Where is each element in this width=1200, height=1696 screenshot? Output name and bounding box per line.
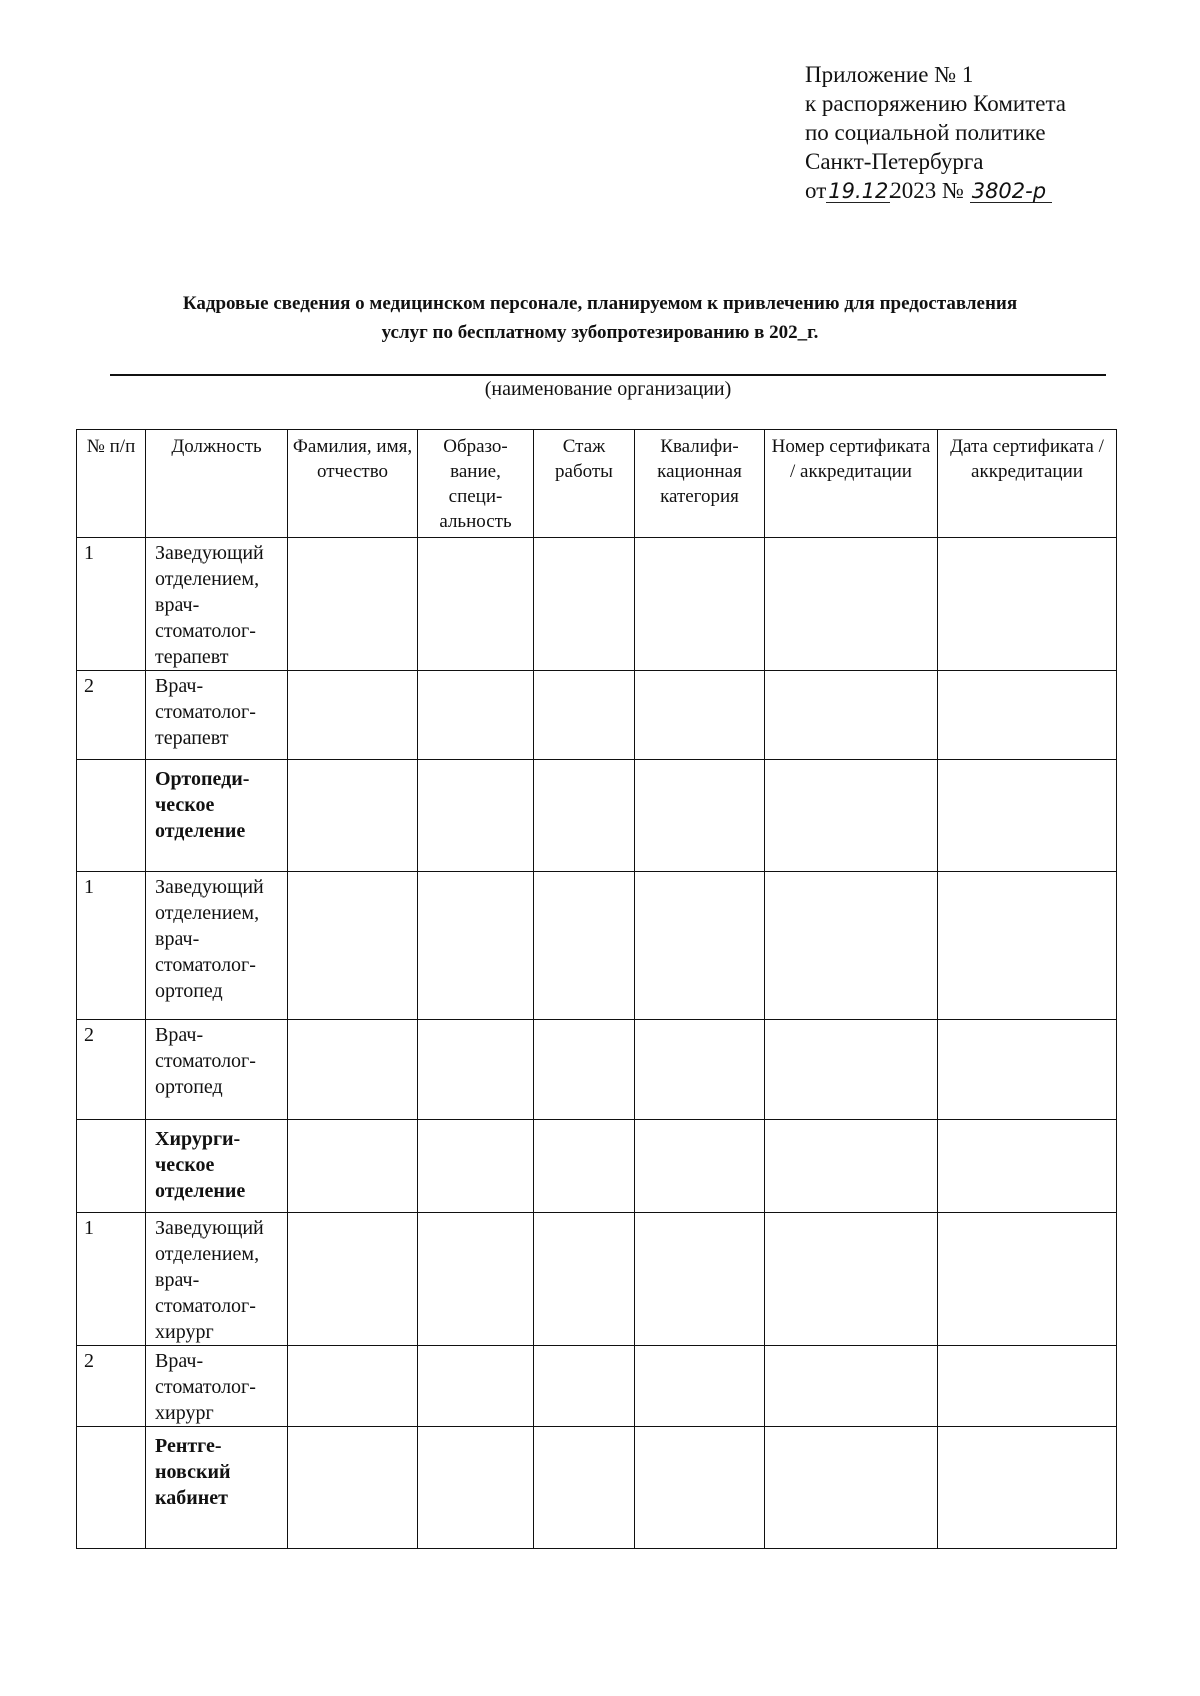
row-num: 1: [77, 538, 146, 671]
row-num: 2: [77, 1346, 146, 1427]
cell-name[interactable]: [288, 1346, 418, 1427]
title-line: Кадровые сведения о медицинском персонале, планируемом к привлечению для предоставления: [182, 293, 1018, 314]
table-row: [77, 1020, 1117, 1120]
cell-cert-date[interactable]: [938, 671, 1117, 760]
cell-qualification[interactable]: [635, 1213, 765, 1346]
section-row: [77, 1120, 1117, 1213]
row-num: 2: [77, 1020, 146, 1120]
cell-qualification[interactable]: [635, 1020, 765, 1120]
cell-cert-date[interactable]: [938, 538, 1117, 671]
table-header-row: [77, 430, 1117, 538]
cell-experience[interactable]: [534, 760, 635, 872]
cell-experience[interactable]: [534, 1213, 635, 1346]
cell-cert-number[interactable]: [765, 1427, 938, 1549]
cell-name[interactable]: [288, 872, 418, 1020]
handwritten-number: 3802-р: [970, 180, 1052, 203]
cell-experience[interactable]: [534, 1346, 635, 1427]
table-row: [77, 872, 1117, 1020]
row-num: 1: [77, 1213, 146, 1346]
cell-qualification[interactable]: [635, 1427, 765, 1549]
cell-qualification[interactable]: [635, 760, 765, 872]
cell-qualification[interactable]: [635, 671, 765, 760]
cell-education[interactable]: [418, 1120, 534, 1213]
cell-experience[interactable]: [534, 671, 635, 760]
header-cert-number: Номер сертификата / аккредитации: [765, 430, 938, 538]
cell-experience[interactable]: [534, 538, 635, 671]
row-num: [77, 1427, 146, 1549]
cell-cert-number[interactable]: [765, 671, 938, 760]
organization-caption: (наименование организации): [484, 378, 732, 400]
cell-experience[interactable]: [534, 1120, 635, 1213]
section-row: [77, 1427, 1117, 1549]
cell-qualification[interactable]: [635, 538, 765, 671]
cell-cert-date[interactable]: [938, 760, 1117, 872]
staff-table: [76, 429, 1117, 1549]
cell-education[interactable]: [418, 1346, 534, 1427]
table-row: [77, 1346, 1117, 1427]
organization-name-line: [110, 374, 1106, 376]
appendix-date-line: [805, 176, 1066, 205]
row-position: Врач-стоматолог-хирург: [146, 1346, 288, 1427]
section-title: Рентге-новский кабинет: [146, 1427, 288, 1549]
cell-name[interactable]: [288, 760, 418, 872]
cell-education[interactable]: [418, 1020, 534, 1120]
appendix-line: по социальной политике: [805, 120, 1046, 145]
cell-education[interactable]: [418, 1427, 534, 1549]
cell-cert-number[interactable]: [765, 538, 938, 671]
cell-name[interactable]: [288, 671, 418, 760]
row-position: Заведующий отделением, врач-стоматолог-терапевт: [146, 538, 288, 671]
appendix-header: [805, 60, 1066, 205]
cell-name[interactable]: [288, 1120, 418, 1213]
cell-qualification[interactable]: [635, 1346, 765, 1427]
cell-cert-date[interactable]: [938, 1346, 1117, 1427]
section-title: Хирурги-ческое отделение: [146, 1120, 288, 1213]
appendix-line: Санкт-Петербурга: [805, 149, 984, 174]
cell-cert-number[interactable]: [765, 1120, 938, 1213]
cell-cert-date[interactable]: [938, 1213, 1117, 1346]
cell-name[interactable]: [288, 1427, 418, 1549]
header-num: № п/п: [77, 430, 146, 538]
cell-education[interactable]: [418, 538, 534, 671]
cell-cert-date[interactable]: [938, 1120, 1117, 1213]
cell-cert-date[interactable]: [938, 1427, 1117, 1549]
row-position: Заведующий отделением, врач-стоматолог-хирург: [146, 1213, 288, 1346]
title-line: услуг по бесплатному зубопротезированию в 202_г.: [381, 322, 819, 343]
row-num: 1: [77, 872, 146, 1020]
cell-qualification[interactable]: [635, 872, 765, 1020]
header-education: Образо-вание, специ-альность: [418, 430, 534, 538]
row-position: Врач-стоматолог-ортопед: [146, 1020, 288, 1120]
row-num: [77, 1120, 146, 1213]
row-num: [77, 760, 146, 872]
cell-cert-date[interactable]: [938, 1020, 1117, 1120]
header-qualification: Квалифи-кационная категория: [635, 430, 765, 538]
cell-experience[interactable]: [534, 1020, 635, 1120]
cell-name[interactable]: [288, 1213, 418, 1346]
cell-education[interactable]: [418, 1213, 534, 1346]
header-cert-date: Дата сертификата / аккредитации: [938, 430, 1117, 538]
header-name: Фамилия, имя, отчество: [288, 430, 418, 538]
cell-cert-number[interactable]: [765, 872, 938, 1020]
row-position: Заведующий отделением, врач-стоматолог-ортопед: [146, 872, 288, 1020]
header-experience: Стаж работы: [534, 430, 635, 538]
table-row: [77, 538, 1117, 671]
cell-cert-number[interactable]: [765, 760, 938, 872]
cell-education[interactable]: [418, 872, 534, 1020]
table-row: [77, 1213, 1117, 1346]
handwritten-date: 19.12.: [828, 179, 896, 203]
header-position: Должность: [146, 430, 288, 538]
cell-education[interactable]: [418, 760, 534, 872]
cell-education[interactable]: [418, 671, 534, 760]
appendix-line: Приложение № 1: [805, 62, 974, 87]
cell-name[interactable]: [288, 538, 418, 671]
row-position: Врач-стоматолог-терапевт: [146, 671, 288, 760]
cell-cert-date[interactable]: [938, 872, 1117, 1020]
table-row: [77, 671, 1117, 760]
appendix-line: к распоряжению Комитета: [805, 91, 1066, 116]
section-row: [77, 760, 1117, 872]
cell-cert-number[interactable]: [765, 1346, 938, 1427]
date-prefix: от: [805, 178, 827, 203]
cell-cert-number[interactable]: [765, 1213, 938, 1346]
section-title: Ортопеди-ческое отделение: [146, 760, 288, 872]
document-title: [100, 289, 1100, 347]
date-year: 2023 №: [890, 178, 964, 203]
cell-cert-number[interactable]: [765, 1020, 938, 1120]
cell-experience[interactable]: [534, 1427, 635, 1549]
cell-name[interactable]: [288, 1020, 418, 1120]
cell-experience[interactable]: [534, 872, 635, 1020]
row-num: 2: [77, 671, 146, 760]
cell-qualification[interactable]: [635, 1120, 765, 1213]
